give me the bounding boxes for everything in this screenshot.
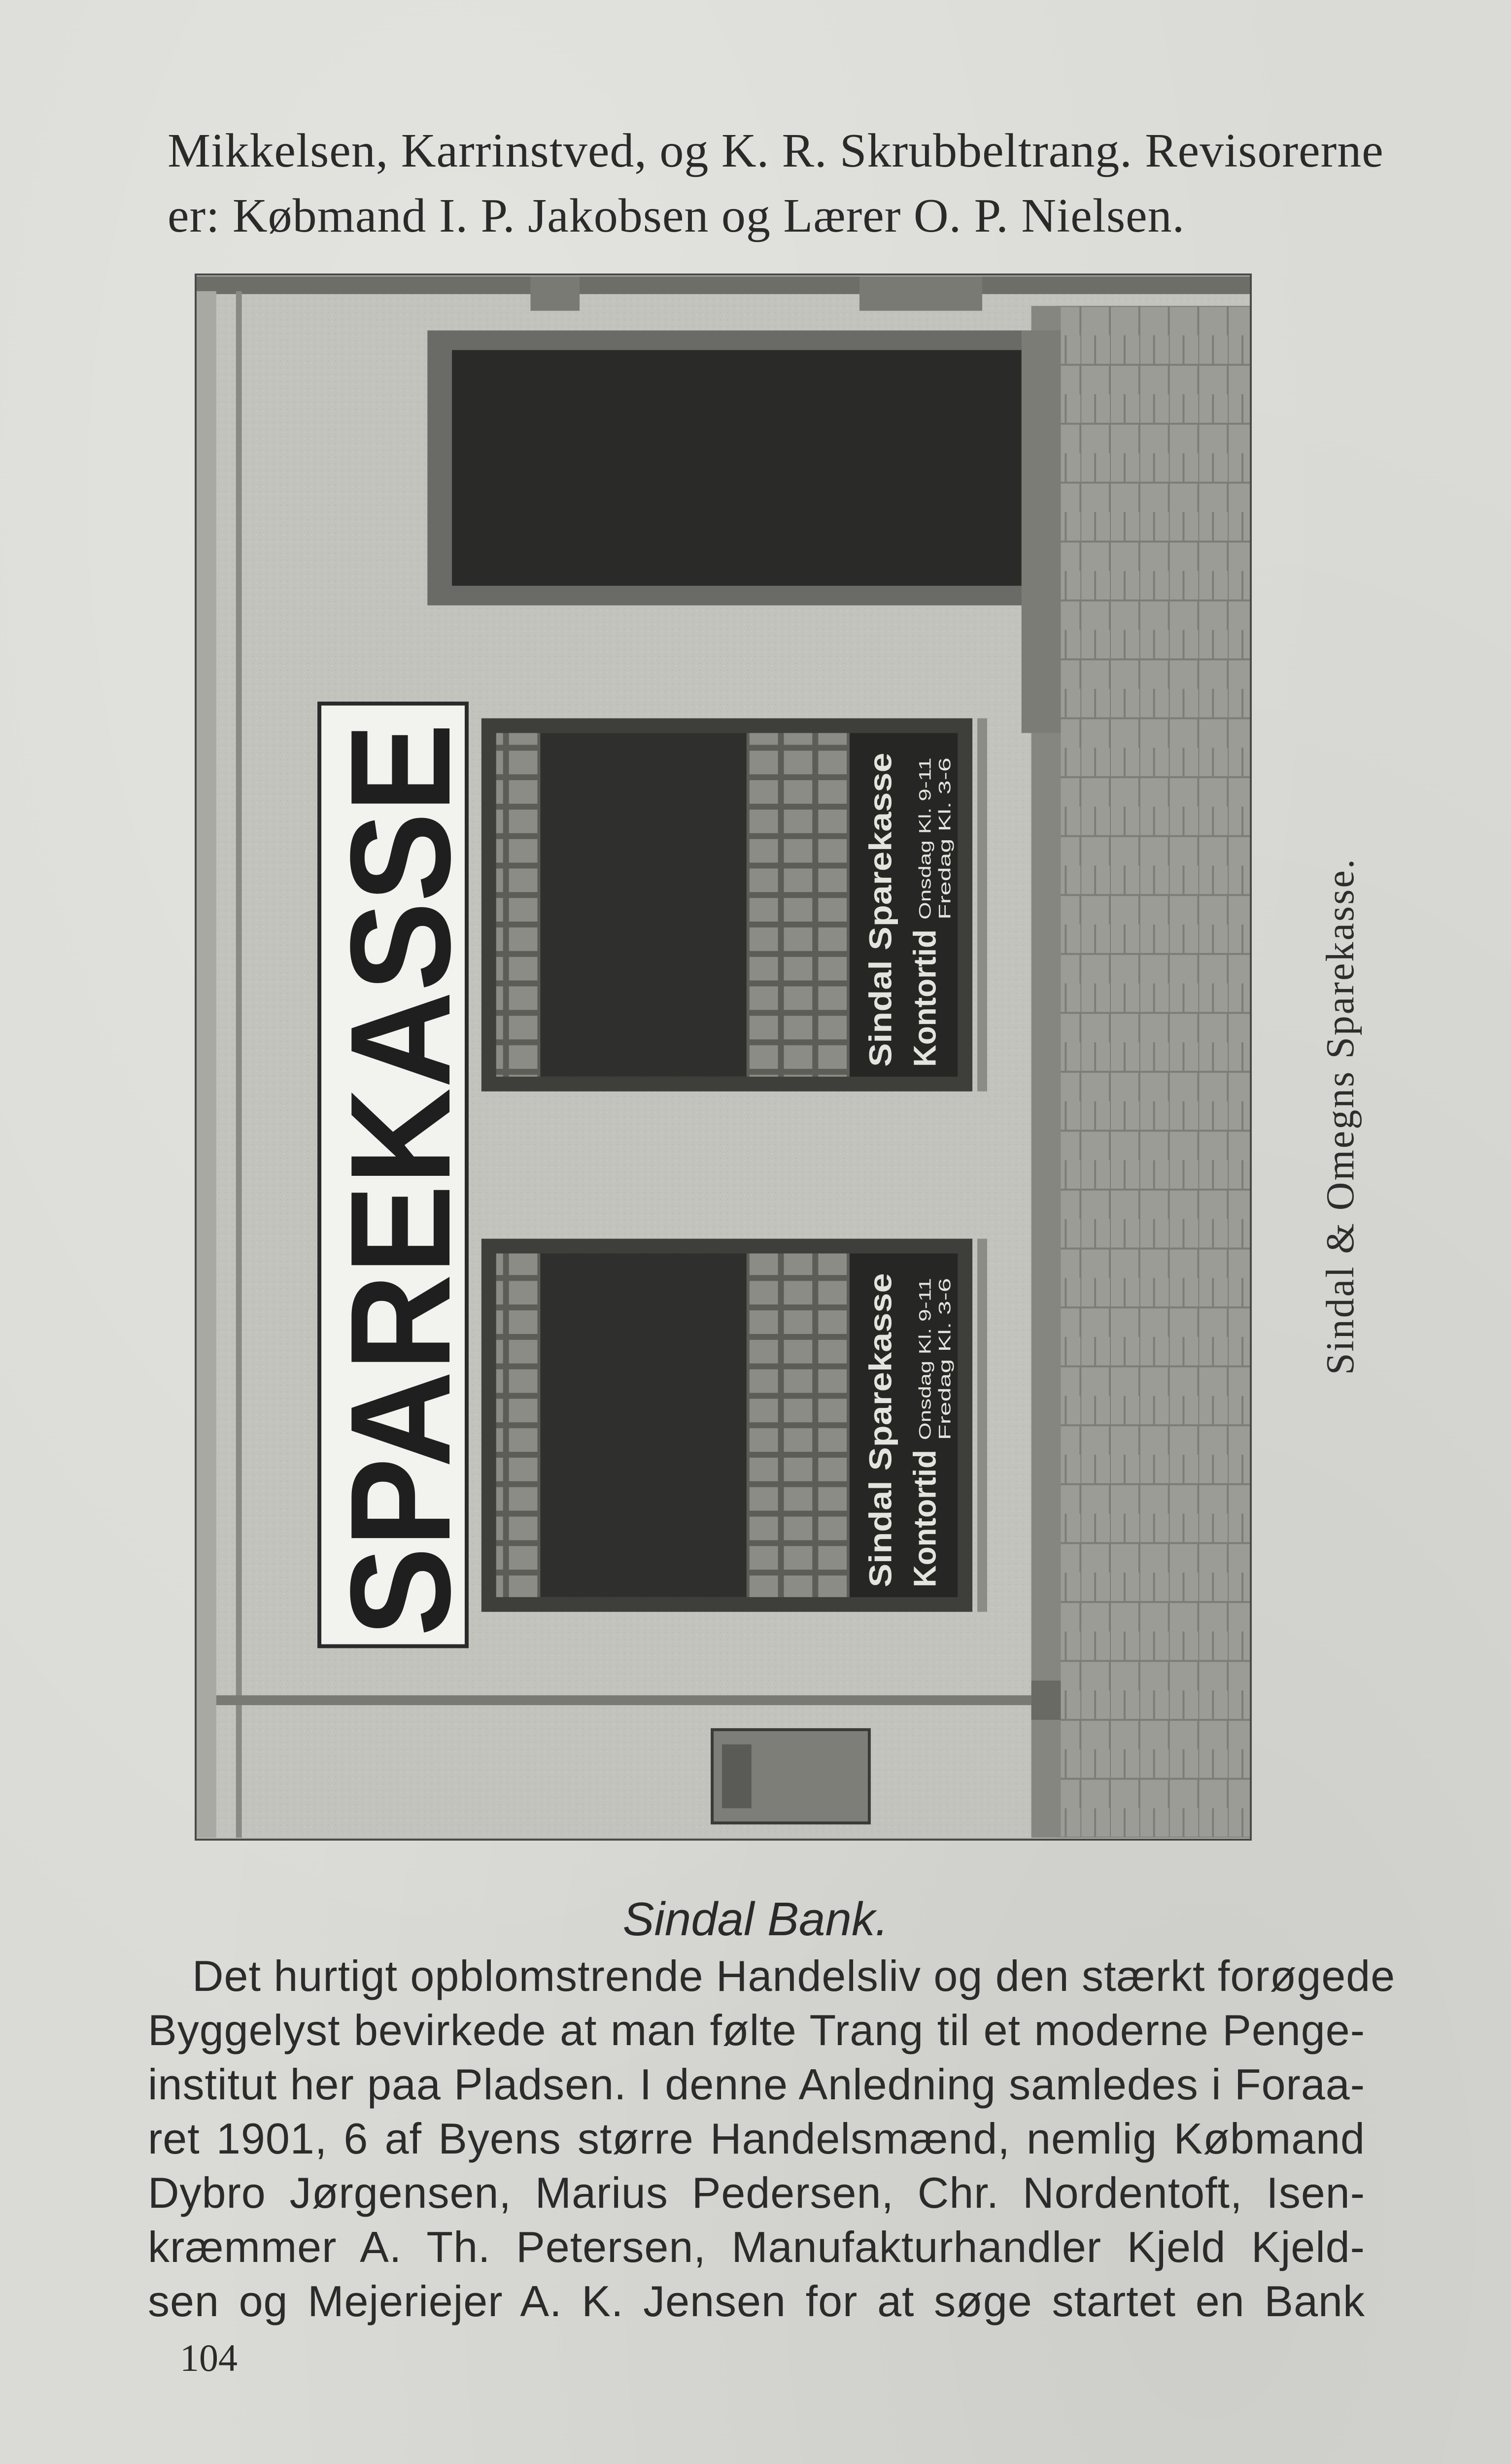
body-line: sen og Mejeriejer A. K. Jensen for at søge startet en Bank <box>148 2277 1365 2326</box>
bank-photograph <box>195 274 1252 1841</box>
body-line: kræmmer A. Th. Petersen, Manufakturhandler Kjeld Kjeld- <box>148 2223 1365 2271</box>
top-paragraph-line: er: Købmand I. P. Jakobsen og Lærer O. P. Nielsen. <box>168 189 1185 242</box>
sign-sparekasse: SPAREKASSE <box>321 666 481 1637</box>
photograph-drawing <box>197 275 1250 1839</box>
window-upper-line1: Sindal Sparekasse <box>862 789 898 1067</box>
top-paragraph-line: Mikkelsen, Karrinstved, og K. R. Skrubbeltrang. Revisorerne <box>168 124 1384 177</box>
body-paragraph <box>148 1949 1396 2328</box>
window-lower-hours1: Onsdag Kl. 9-11 <box>916 1320 935 1440</box>
window-upper-hours2: Fredag Kl. 3-6 <box>935 814 955 920</box>
body-line: Byggelyst bevirkede at man følte Trang til et moderne Penge- <box>148 2006 1365 2054</box>
page-number: 104 <box>180 2336 238 2379</box>
body-line: Det hurtigt opblomstrende Handelsliv og den stærkt forøgede <box>192 1951 1396 2000</box>
body-line: ret 1901, 6 af Byens større Handelsmænd, nemlig Købmand <box>148 2114 1365 2163</box>
body-line: Dybro Jørgensen, Marius Pedersen, Chr. Nordentoft, Isen- <box>148 2168 1365 2217</box>
window-lower-hours2: Fredag Kl. 3-6 <box>935 1334 955 1440</box>
body-line: institut her paa Pladsen. I denne Anledning samledes i Foraa- <box>148 2060 1365 2109</box>
photo-caption: Sindal Bank. <box>622 1893 889 1946</box>
window-upper-hours1: Onsdag Kl. 9-11 <box>916 800 935 920</box>
window-upper-line2: Kontortid <box>907 925 943 1067</box>
top-paragraph <box>168 118 1384 248</box>
window-lower-line2: Kontortid <box>907 1446 943 1587</box>
photo-side-caption: Sindal & Omegns Sparekasse. <box>1319 857 1362 1375</box>
window-lower-line1: Sindal Sparekasse <box>862 1309 898 1587</box>
